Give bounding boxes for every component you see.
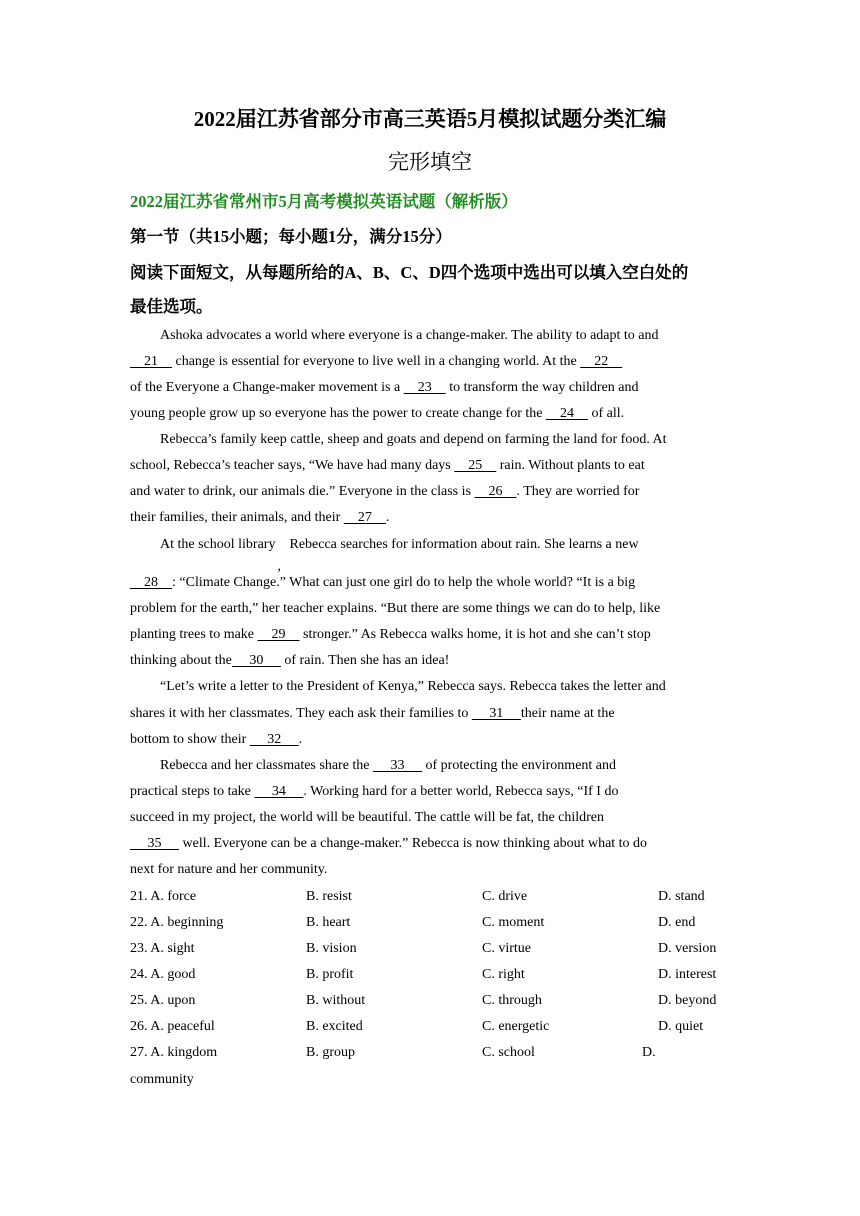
- passage-line: school, Rebecca’s teacher says, “We have had many days 25 rain. Without plants to eat: [130, 458, 645, 473]
- blank-33: 33: [373, 758, 423, 773]
- source-heading: 2022届江苏省常州市5月高考模拟英语试题（解析版）: [130, 192, 518, 211]
- blank-32: 32: [249, 732, 299, 747]
- instruction-line: 阅读下面短文，从每题所给的A、B、C、D四个选项中选出可以填入空白处的: [130, 263, 689, 282]
- option-a: 23. A. sight: [130, 941, 195, 956]
- passage-line: of the Everyone a Change-maker movement is a 23 to transform the way children and: [130, 380, 639, 395]
- option-b: B. resist: [306, 889, 352, 904]
- option-c: C. through: [482, 993, 542, 1008]
- blank-21: 21: [130, 354, 172, 369]
- option-c: C. drive: [482, 889, 528, 904]
- option-b: B. vision: [306, 941, 357, 956]
- option-b: B. heart: [306, 915, 351, 930]
- option-d: D. interest: [658, 967, 717, 982]
- blank-29: 29: [257, 627, 300, 642]
- option-d: D. version: [658, 941, 717, 956]
- option-d: D. stand: [658, 889, 705, 904]
- instruction-line: 最佳选项。: [130, 297, 213, 316]
- passage-line: bottom to show their 32 .: [130, 732, 303, 747]
- passage-line: Ashoka advocates a world where everyone is a change-maker. The ability to adapt to and: [160, 328, 659, 343]
- option-row-24: [130, 965, 730, 985]
- option-b: B. without: [306, 993, 366, 1008]
- passage-line: At the school library , Rebecca searches for information about rain. She learns a new: [130, 535, 639, 555]
- blank-35: 35: [130, 836, 179, 851]
- option-d: D.: [642, 1045, 656, 1060]
- option-row-22: [130, 913, 730, 933]
- passage-line: succeed in my project, the world will be beautiful. The cattle will be fat, the children: [130, 810, 605, 825]
- option-b: B. group: [306, 1045, 355, 1060]
- blank-22: 22: [580, 354, 623, 369]
- blank-24: 24: [545, 406, 588, 421]
- blank-25: 25: [454, 458, 497, 473]
- option-d: D. beyond: [658, 993, 717, 1008]
- instructions: [130, 256, 730, 324]
- option-wrap-line: community: [130, 1072, 194, 1087]
- passage-line: 35 well. Everyone can be a change-maker.” Rebecca is now thinking about what to do: [130, 836, 648, 851]
- option-d: D. quiet: [658, 1019, 704, 1034]
- blank-30: 30: [231, 653, 281, 668]
- passage-line: Rebecca’s family keep cattle, sheep and goats and depend on farming the land for food. At: [160, 432, 667, 447]
- option-row-21: [130, 887, 730, 907]
- passage-line: shares it with her classmates. They each ask their families to 31 their name at the: [130, 706, 615, 721]
- option-a: 25. A. upon: [130, 993, 196, 1008]
- option-d: D. end: [658, 915, 696, 930]
- passage-line: next for nature and her community.: [130, 862, 328, 877]
- option-c: C. virtue: [482, 941, 531, 956]
- passage-line: planting trees to make 29 stronger.” As Rebecca walks home, it is hot and she can’t stop: [130, 627, 651, 642]
- blank-27: 27: [343, 510, 386, 525]
- document-title: 2022届江苏省部分市高三英语5月模拟试题分类汇编: [193, 107, 667, 131]
- section-heading: 第一节（共15小题；每小题1分，满分15分）: [130, 227, 452, 246]
- passage-line: “Let’s write a letter to the President of Kenya,” Rebecca says. Rebecca takes the letter and: [160, 679, 666, 694]
- option-a: 22. A. beginning: [130, 915, 224, 930]
- option-row-23: [130, 939, 730, 959]
- option-a: 27. A. kingdom: [130, 1045, 218, 1060]
- passage-line: young people grow up so everyone has the power to create change for the 24 of all.: [130, 406, 625, 421]
- option-a: 24. A. good: [130, 967, 196, 982]
- passage-line: Rebecca and her classmates share the 33 of protecting the environment and: [160, 758, 617, 773]
- passage-line: 21 change is essential for everyone to live well in a changing world. At the 22: [130, 354, 623, 369]
- blank-23: 23: [403, 380, 446, 395]
- passage-line: their families, their animals, and their 27 .: [130, 510, 390, 525]
- blank-26: 26: [474, 484, 517, 499]
- passage-line: 28 : “Climate Change.” What can just one girl do to help the whole world? “It is a big: [130, 575, 636, 590]
- blank-28: 28: [130, 575, 172, 590]
- blank-31: 31: [471, 706, 521, 721]
- option-c: C. energetic: [482, 1019, 550, 1034]
- option-a: 21. A. force: [130, 889, 197, 904]
- passage-line: problem for the earth,” her teacher explains. “But there are some things we can do to help, like: [130, 601, 661, 616]
- blank-34: 34: [254, 784, 304, 799]
- passage-line: and water to drink, our animals die.” Everyone in the class is 26 . They are worried for: [130, 484, 640, 499]
- option-row-27: [130, 1043, 730, 1063]
- option-b: B. profit: [306, 967, 354, 982]
- passage-line: practical steps to take 34 . Working hard for a better world, Rebecca says, “If I do: [130, 784, 619, 799]
- document-subtitle: 完形填空: [388, 150, 472, 174]
- stray-comma: ,: [277, 559, 281, 574]
- option-c: C. moment: [482, 915, 545, 930]
- option-c: C. right: [482, 967, 525, 982]
- passage-line: thinking about the 30 of rain. Then she has an idea!: [130, 653, 450, 668]
- option-a: 26. A. peaceful: [130, 1019, 215, 1034]
- option-b: B. excited: [306, 1019, 363, 1034]
- option-row-25: [130, 991, 730, 1011]
- option-c: C. school: [482, 1045, 535, 1060]
- option-row-26: [130, 1017, 730, 1037]
